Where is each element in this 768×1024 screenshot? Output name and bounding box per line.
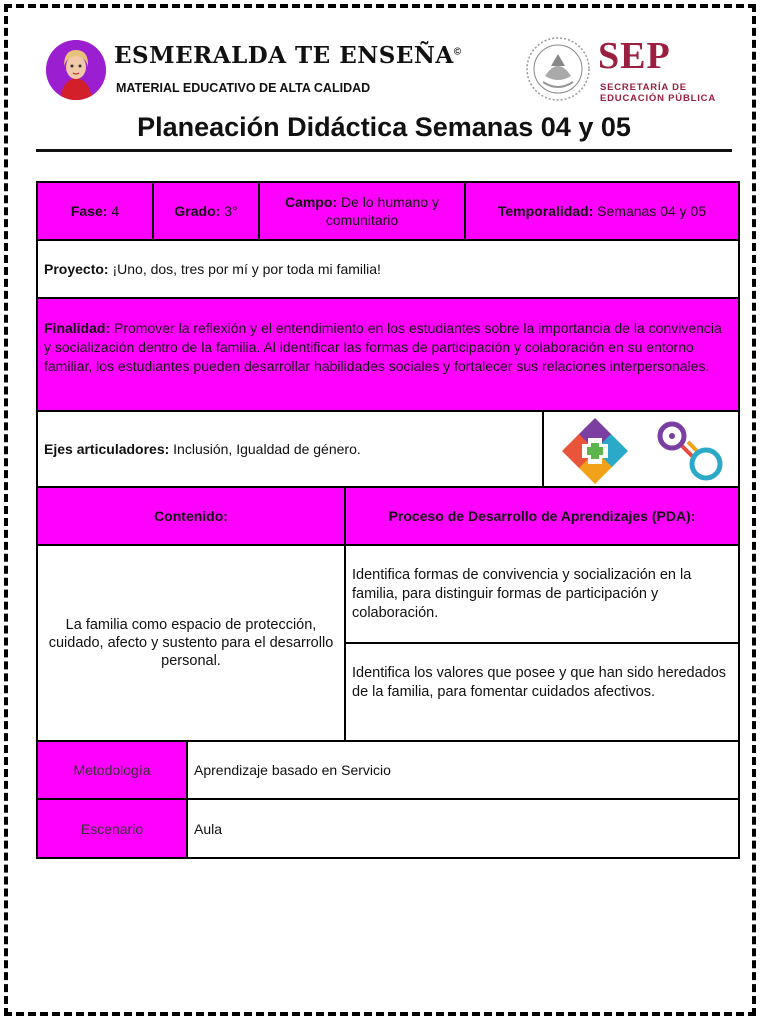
sep-logo: SEP (598, 35, 671, 77)
campo-value: De lo humano y comunitario (325, 194, 440, 228)
mexico-seal-icon (525, 36, 591, 102)
escenario-label: Escenario (38, 800, 188, 857)
pda-item-2: Identifica los valores que posee y que han sido heredados de la familia, para fomentar cuidados afectivos. (346, 644, 738, 742)
contenido-cell: La familia como espacio de protección, cuidado, afecto y sustento para el desarrollo personal. (38, 546, 346, 742)
page-title: Planeación Didáctica Semanas 04 y 05 (137, 112, 631, 142)
grado-label: Grado: (174, 203, 221, 219)
pda-item-1: Identifica formas de convivencia y socialización en la familia, para distinguir formas de participación y colaboración. (346, 546, 738, 644)
proyecto-cell (38, 241, 738, 299)
gender-equality-icon (650, 416, 726, 486)
grado-value: 3° (224, 203, 238, 219)
metodologia-value: Aprendizaje basado en Servicio (188, 742, 738, 800)
header (40, 36, 730, 106)
inclusion-icon (560, 416, 630, 486)
ejes-label: Ejes articuladores: (44, 441, 170, 457)
temporalidad-value: Semanas 04 y 05 (597, 203, 707, 219)
campo-cell (260, 183, 466, 241)
temporalidad-cell (466, 183, 738, 241)
copyright-mark: © (453, 46, 462, 58)
ejes-icons (544, 412, 738, 488)
proyecto-label: Proyecto: (44, 261, 109, 277)
avatar (46, 40, 106, 100)
title-divider (36, 149, 732, 152)
campo-label: Campo: (284, 194, 338, 210)
escenario-value: Aula (194, 820, 223, 837)
brand-title: ESMERALDA TE ENSEÑA© (114, 42, 462, 69)
temporalidad-label: Temporalidad: (497, 203, 594, 219)
finalidad-cell (38, 299, 738, 412)
grado-cell (154, 183, 260, 241)
ejes-cell (38, 412, 544, 488)
sep-subtitle: SECRETARÍA DE EDUCACIÓN PÚBLICA (600, 82, 716, 104)
pda-header: Proceso de Desarrollo de Aprendizajes (PDA): (346, 488, 738, 546)
ejes-value: Inclusión, Igualdad de género. (173, 441, 361, 457)
finalidad-label: Finalidad: (44, 320, 111, 336)
proyecto-value: ¡Uno, dos, tres por mí y por toda mi familia! (112, 261, 381, 277)
contenido-header: Contenido: (38, 488, 346, 546)
finalidad-value: Promover la reflexión y el entendimiento en los estudiantes sobre la importancia de la convivencia y socialización dentro de la familia. Al identificar las formas de participación y colaboración en su entorno familiar, los estudiantes pueden desarrollar habilidades sociales y fortalecer sus relaciones interpersonales. (44, 320, 722, 374)
fase-value: 4 (111, 203, 120, 219)
metodologia-label: Metodología (38, 742, 188, 800)
brand-subtitle: MATERIAL EDUCATIVO DE ALTA CALIDAD (116, 81, 371, 95)
fase-label: Fase: (70, 203, 108, 219)
fase-cell (38, 183, 154, 241)
planning-table (36, 181, 740, 859)
